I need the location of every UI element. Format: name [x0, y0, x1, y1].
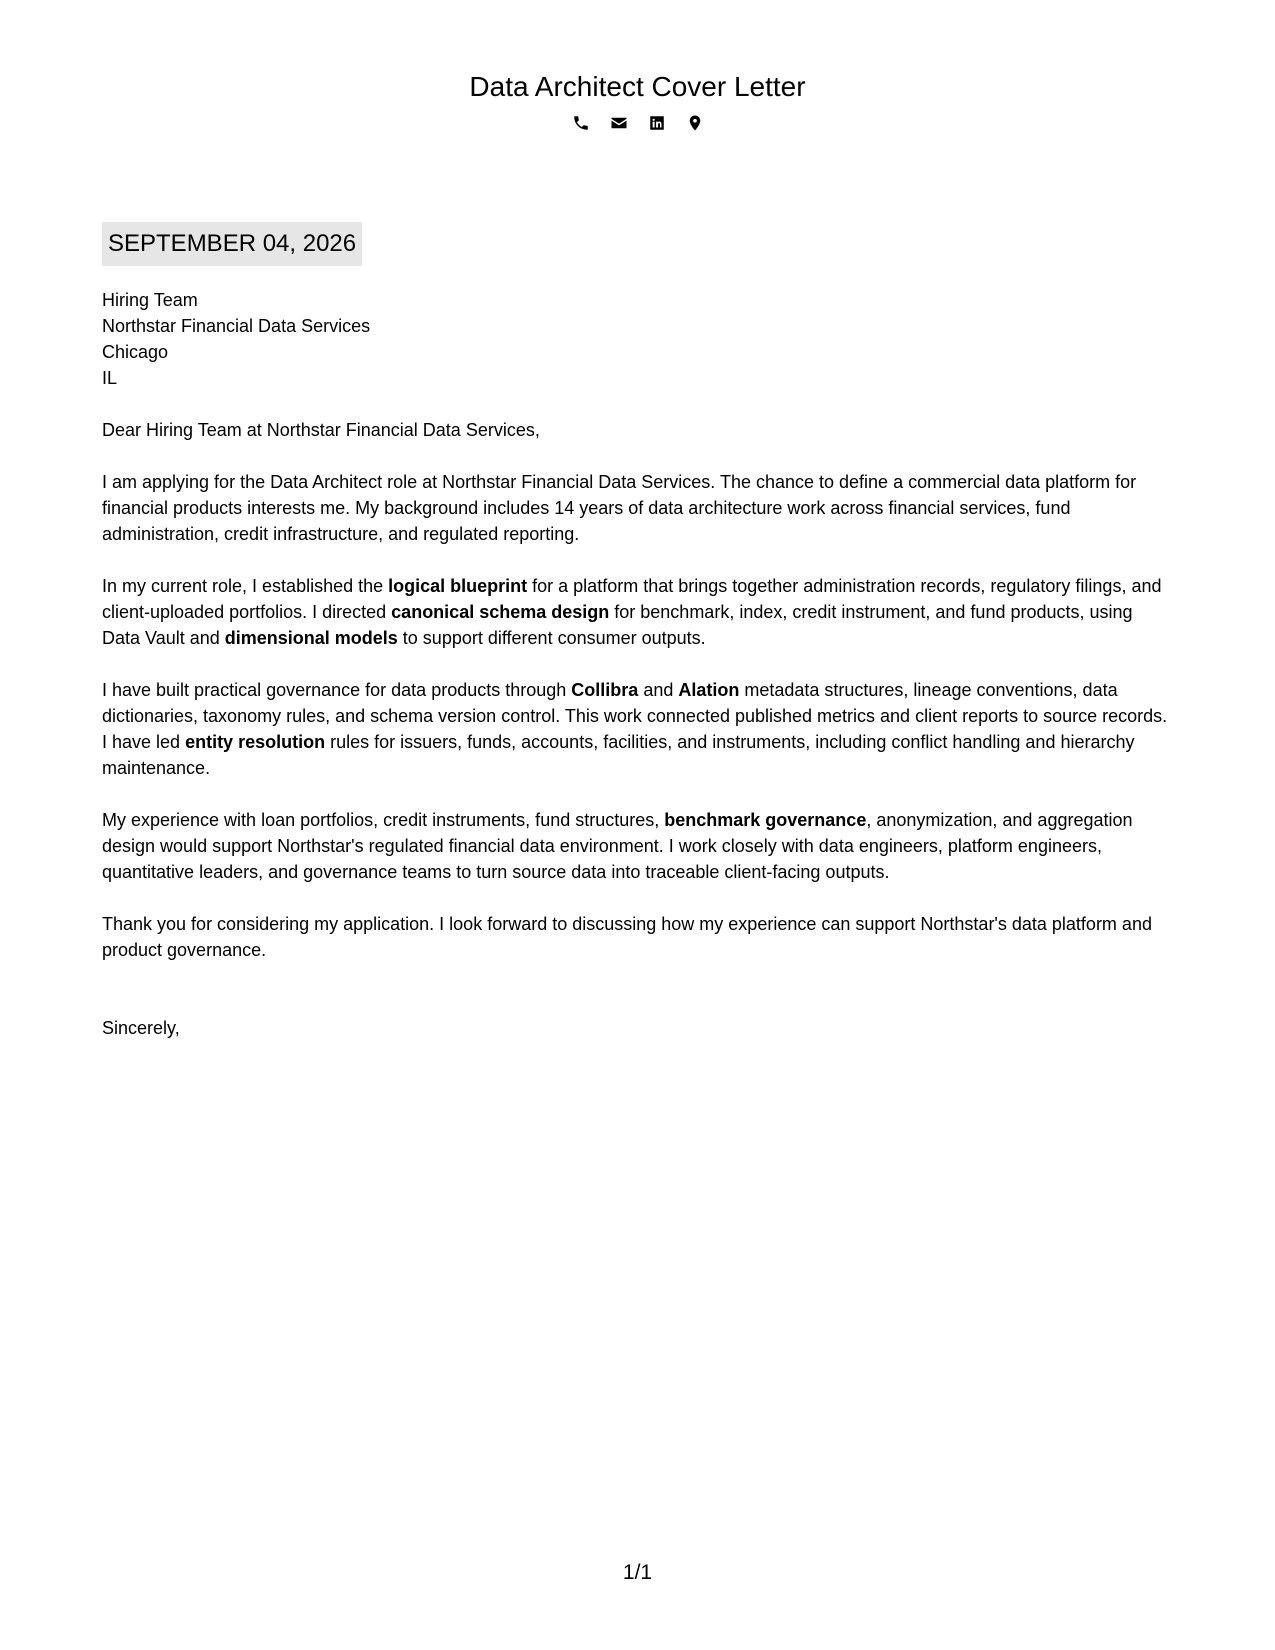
bold-keyword: benchmark governance [664, 810, 867, 830]
recipient-city: Chicago [102, 342, 169, 362]
document-title: Data Architect Cover Letter [469, 71, 806, 102]
paragraph-thanks [102, 911, 1174, 963]
paragraph-text: , anonymization, and aggregation design would support Northstar's regulated financial data environment. I work closely with data engineers, platform engineers, quantitative leaders, and governance teams to turn source data into traceable client-facing outputs. [102, 810, 1133, 882]
paragraph-text: I have built practical governance for data products through [102, 680, 572, 700]
page-number: 1/1 [622, 1561, 653, 1584]
linkedin-icon[interactable] [647, 113, 667, 133]
paragraph-text: Thank you for considering my application. I look forward to discussing how my experience can support Northstar's data platform and product governance. [102, 914, 1152, 960]
map-pin-icon[interactable] [685, 113, 705, 133]
bold-keyword: dimensional models [224, 628, 398, 648]
recipient-name: Hiring Team [102, 290, 198, 310]
recipient-address [102, 287, 1174, 391]
paragraph-experience [102, 807, 1174, 885]
letter-date: SEPTEMBER 04, 2026 [102, 222, 362, 266]
bold-keyword: entity resolution [185, 732, 326, 752]
envelope-icon[interactable] [609, 113, 629, 133]
bold-keyword: Alation [678, 680, 740, 700]
bold-keyword: canonical schema design [391, 602, 610, 622]
closing: Sincerely, [102, 1018, 180, 1038]
paragraph-text: rules for issuers, funds, accounts, facilities, and instruments, including conflict handling and hierarchy maintenance. [102, 732, 1135, 778]
paragraph-text: and [638, 680, 679, 700]
paragraph-text: for a platform that brings together administration records, regulatory filings, and client-uploaded portfolios. I directed [102, 576, 1162, 622]
paragraph-text: to support different consumer outputs. [397, 628, 706, 648]
bold-keyword: logical blueprint [388, 576, 528, 596]
paragraph-text: metadata structures, lineage conventions, data dictionaries, taxonomy rules, and schema version control. This work connected published metrics and client reports to source records. I have led [102, 680, 1168, 752]
paragraph-current-role [102, 573, 1174, 651]
paragraph-text: I am applying for the Data Architect role at Northstar Financial Data Services. The chance to define a commercial data platform for financial products interests me. My background includes 14 years of data architecture work across financial services, fund administration, credit infrastructure, and regulated reporting. [102, 472, 1137, 544]
contact-icons [0, 113, 1275, 135]
recipient-company: Northstar Financial Data Services [102, 316, 371, 336]
letter-body [102, 287, 1174, 1041]
paragraph-text: My experience with loan portfolios, credit instruments, fund structures, [102, 810, 665, 830]
greeting: Dear Hiring Team at Northstar Financial Data Services, [102, 420, 540, 440]
bold-keyword: Collibra [571, 680, 639, 700]
paragraph-governance [102, 677, 1174, 781]
phone-icon[interactable] [571, 113, 591, 133]
paragraph-intro [102, 469, 1174, 547]
paragraph-text: In my current role, I established the [102, 576, 389, 596]
paragraph-text: for benchmark, index, credit instrument, and fund products, using Data Vault and [102, 602, 1133, 648]
recipient-state: IL [102, 368, 118, 388]
